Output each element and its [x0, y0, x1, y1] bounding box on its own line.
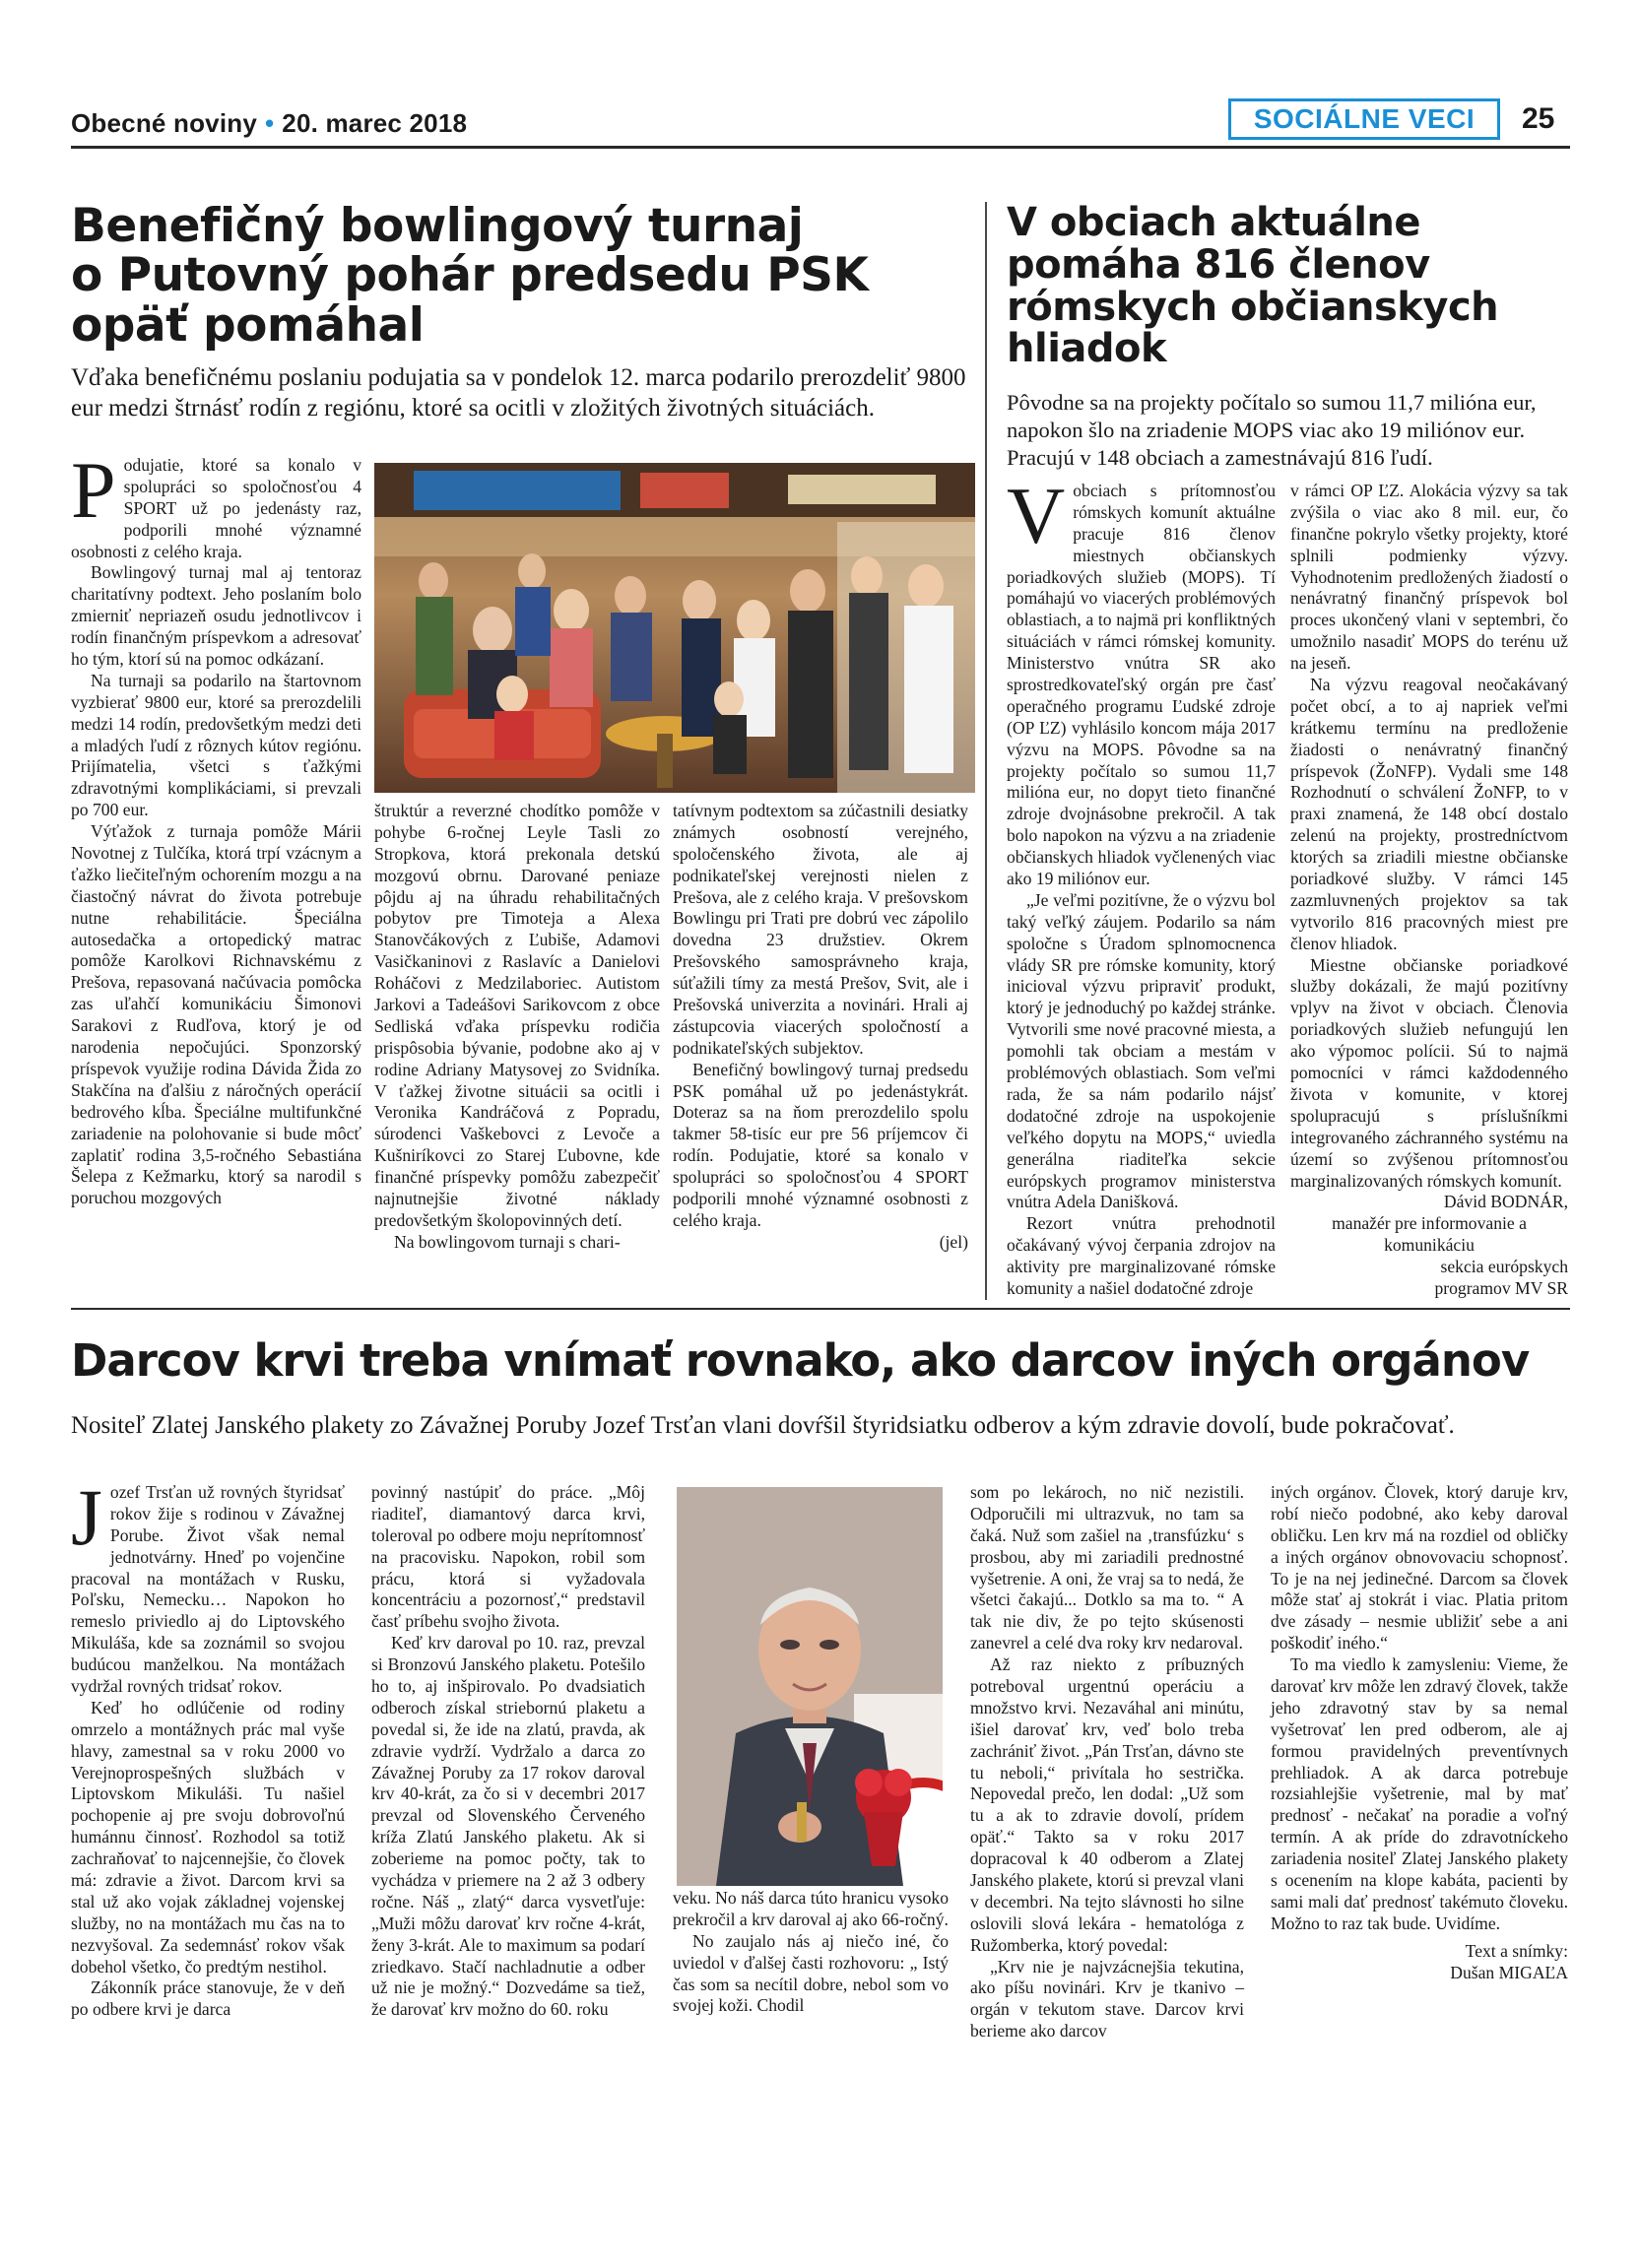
article3-column-4: som po lekároch, no nič nezistili. Odporučili mi ultrazvuk, no tam sa čaká. Nuž som zašiel na ‚transfúzku‘ s prosbou, aby mi zariadili prednostné vyšetrenie. A oni, že vraj sa to nedá, že všetci čakajú... Dotklo sa ma to. “ A tak nie div, že po tejto skúsenosti zanevrel a celé dva roky krv nedaroval. Až raz niekto z príbuzných potreboval urgentnú operáciu a množstvo krvi. Nezaváhal ani minútu, išiel darovať krv, veď bolo treba zachrániť život. „Pán Trsťan, dávno ste tu neboli,“ privítala ho sestrička. Nepovedal prečo, len dodal: „Už som tu a ak to zdravie dovolí, prídem opäť.“ Takto sa v roku 2017 dopracoval k 40 odberom a Zlatej Janského plakete, ktorú si prevzal vlani v decembri. Na tejto slávnosti ho silne oslovili slová lekára - hematológa z Ružomberka, ktorý povedal: „Krv nie je najvzácnejšia tekutina, ako píšu novinári. Krv je tkanivo – orgán v tekutom stave. Darcov krvi berieme ako darcov [970, 1482, 1244, 2041]
article3-headline: Darcov krvi treba vnímať rovnako, ako darcov iných orgánov [71, 1334, 1530, 1387]
article-separator [71, 1308, 1570, 1310]
article3-column-3: veku. No náš darca túto hranicu vysoko prekročil a krv daroval aj ako 66-ročný. No zaujalo nás aj niečo iné, čo uviedol v ďalšej časti rozhovoru: „ Istý čas som sa necítil dobre, nebol som vo svojej koži. Chodil [673, 1888, 949, 2016]
donor-portrait-image [677, 1487, 943, 1886]
issue-date: 20. marec 2018 [282, 108, 468, 138]
separator-dot: • [264, 108, 275, 138]
article1-column-2: štruktúr a reverzné chodítko pomôže v pohybe 6-ročnej Leyle Tasli zo Stropkova, ktorá prekonala detskú mozgovú obrnu. Darované peniaze pôjdu aj na úhradu rehabilitačných pobytov pre Timoteja a Alexa Stanovčákových z Ľubiše, Adamovi Vasičkaninovi z Raslavíc a Danielovi Roháčovi z Medzilaboriec. Autistom Jarkovi a Tadeášovi Sarikovcom z obce Sedliská vďaka príspevku rodičia prispôsobia bývanie, podobne ako aj v rodine Adriany Matysovej zo Svidníka. V ťažkej životne situácii sa ocitli i Veronika Kandráčová z Popradu, súrodenci Vaškebovci z Levoče a Kušniríkovci zo Starej Ľubovne, kde finančné príspevky pomôžu zabezpečiť najnutnejšie životné náklady predovšetkým školopovinných detí. Na bowlingovom turnaji s chari- [374, 801, 660, 1252]
article2-headline: V obciach aktuálne pomáha 816 členov rómskych občianskych hliadok [1007, 200, 1499, 372]
article3-column-5: iných orgánov. Človek, ktorý daruje krv, robí niečo podobné, ako keby daroval obličku. Len krv má na rozdiel od obličky a iných orgánov obnovovaciu schopnosť. To je na nej jedinečné. Darcom sa človek môže stať aj stokrát i viac. Platia pritom dve zásady – nesmie ubližiť sebe a ani poškodiť iného.“ To ma viedlo k zamysleniu: Vieme, že darovať krv môže len zdravý človek, takže jeho zdravotný stav by sa nemal vyšetrovať len pred odberom, ale aj formou pravidelných preventívnych prehliadok. A ak darca potrebuje rozsiahlejšie vyšetrenie, mal by mať prednosť - nečakať na poradie a voľný termín. A ak príde do zdravotníckeho zariadenia nositeľ Zlatej Janského plakety s ocenením na klope kabáta, pacienti by sami mali dať prednosť takémuto človeku. Možno to raz tak bude. Uvidíme. Text a snímky: Dušan MIGAĽA [1271, 1482, 1568, 1982]
drop-cap: P [71, 445, 116, 535]
article2-signature: Dávid BODNÁR, manažér pre informovanie a komunikáciu sekcia európskych programov MV SR [1332, 1192, 1568, 1298]
drop-cap: V [1007, 471, 1066, 560]
blood-donor-photo [677, 1487, 943, 1886]
publication-name: Obecné noviny [71, 108, 257, 138]
article3-column-2: povinný nastúpiť do práce. „Môj riaditeľ, diamantový darca krvi, toleroval po odbere moju neprítomnosť na pracovisku. Napokon, robil som prácu, ktorá si vyžadovala koncentráciu a pozornosť,“ predstavil časť príbehu svojho života. Keď krv daroval po 10. raz, prevzal si Bronzovú Janského plaketu. Potešilo ho to, aj inšpirovalo. Po dvadsiatich odberoch získal striebornú plaketu a povedal si, že ide na zlatú, pravda, ak zdravie vydrží. Vydržalo a darca zo Závažnej Poruby za 17 rokov daroval krv 40-krát, za čo si v decembri 2017 prevzal od Slovenského Červeného kríža Zlatú Janského plaketu. Ak si zoberieme na pomoc počty, tak to vychádza v priemere na 2 až 3 odbery ročne. Náš „ zlatý“ darca vysvetľuje: „Muži môžu darovať krv ročne 4-krát, ženy 3-krát. Ale to maximum sa podarí zriedkavo. Stačí nachladnutie a odber už nie je možný.“ Dozvedáme sa tiež, že darovať krv možno do 60. roku [371, 1482, 645, 2020]
photo-credit-author: Dušan MIGAĽA [1450, 1962, 1568, 1982]
article1-column-1: Podujatie, ktoré sa konalo v spolupráci so spoločnosťou 4 SPORT už po jedenásty raz, podporili mnohé významné osobnosti z celého kraja. Bowlingový turnaj mal aj tentoraz charitatívny podtext. Jeho poslaním bolo zmierniť nepriazeň osudu jednotlivcov i rodín finančným príspevkom a adresovať ho tým, ktorí sú na pomoc odkázaní. Na turnaji sa podarilo na štartovnom vyzbierať 9800 eur, ktoré sa prerozdelili medzi 14 rodín, predovšetkým medzi deti a mladých ľudí z rôznych kútov regiónu. Prijímatelia, všetci s ťažkými zdravotnými komplikáciami, si prevzali po 700 eur. Výťažok z turnaja pomôže Márii Novotnej z Tulčíka, ktorá trpí vzácnym a ťažko liečiteľným ochorením mozgu a na čiastočný návrat do života potrebuje nutne rehabilitácie. Špeciálna autosedačka a ortopedický matrac pomôže Karolkovi Richnavskému z Prešova, repasovaná načúvacia pomôcka zas uľahčí komunikáciu Šimonovi Sarakovi z Rudľova, ktorý je od narodenia nepočujúci. Sponzorský príspevok využije rodina Dávida Žida zo Stakčína na ďalšiu z náročných operácií bedrového kĺba. Špeciálne multifunkčné zariadenie na polohovanie si bude môcť zaplatiť rodina 3,5-ročného Sebastiána Šelepa z Kežmarku, ktorý sa narodil s poruchou mozgových [71, 445, 361, 1208]
article3-lead: Nositeľ Zlatej Janského plakety zo Závažnej Poruby Jozef Trsťan vlani dovŕšil štyridsiatku odberov a kým zdravie dovolí, bude pokračovať. [71, 1412, 1455, 1439]
photo-credit-label: Text a snímky: [1465, 1940, 1568, 1961]
article1-headline: Benefičný bowlingový turnaj o Putovný pohár predsedu PSK opäť pomáhal [71, 199, 869, 353]
article2-column-1: Vobciach s prítomnosťou rómskych komunít aktuálne pracuje 816 členov miestnych občianskych poriadkových služieb (MOPS). Tí pomáhajú vo viacerých problémových oblastiach, a to najmä pri konfliktných situáciách v rámci rómskej komunity. Ministerstvo vnútra SR ako sprostredkovateľský orgán pre časť operačného programu Ľudské zdroje (OP ĽZ) vyhlásilo koncom mája 2017 výzvu na MOPS. Pôvodne sa na projekty počítalo so sumou 11,7 milióna eur, no dopyt tieto finančné zdroje dvojnásobne prekročil. A tak bolo napokon na výzvu a na zriadenie občianskych hliadok vyčlenených viac ako 19 miliónov eur. „Je veľmi pozitívne, že o výzvu bol taký veľký záujem. Podarilo sa nám spoločne s Úradom splnomocnenca vlády SR pre rómske komunity, ktorý inicioval výzvu pripraviť produkt, ktorý je jednoduchý po každej stránke. Vytvorili sme nové pracovné miesta, a pomohli tak obciam a mestám v problémových oblastiach. Som veľmi rada, že sa nám podarilo nájsť dodatočné zdroje na uspokojenie veľkého dopytu na MOPS,“ uviedla generálna riaditeľka sekcie európskych programov ministerstva vnútra Adela Danišková. Rezort vnútra prehodnotil očakávaný vývoj čerpania zdrojov na aktivity pre marginalizované rómske komunity a našiel dodatočné zdroje [1007, 471, 1276, 1298]
article1-lead: Vďaka benefičnému poslaniu podujatia sa v pondelok 12. marca podarilo prerozdeliť 9800 eur medzi štrnásť rodín z regiónu, ktoré sa ocitli v zložitých životných situáciách. [71, 364, 966, 421]
drop-cap: J [71, 1472, 102, 1562]
section-label: SOCIÁLNE VECI [1228, 98, 1500, 140]
article2-column-2: v rámci OP ĽZ. Alokácia výzvy sa tak zvýšila o viac ako 8 mil. eur, čo finančne pokrylo všetky projekty, ktoré splnili podmienky výzvy. Vyhodnotenim predložených žiadostí o nenávratný finančný príspevok bol proces ukončený vlani v septembri, čo umožnilo nasadiť MOPS do terénu už na jeseň. Na výzvu reagoval neočakávaný počet obcí, a to aj napriek veľmi krátkemu termínu na predloženie žiadosti o nenávratný finančný príspevok (ŽoNFP). Vydali sme 148 Rozhodnutí o schválení ŽoNFP, to v praxi znamená, že 148 obcí dostalo zelenú na projekty, prostredníctvom ktorých sa zriadili miestne občianske poriadkové služby. V rámci 145 zazmluvnených projektov sa tak vytvorilo 816 pracovných miest pre členov hliadok. Miestne občianske poriadkové služby dokázali, že majú pozitívny vplyv na život v obciach. Členovia poriadkových služieb nefungujú len ako výpomoc polícii. Sú to najmä pomocníci v rámci každodenného života v komunite, v ktorej spolupracujú s príslušníkmi integrovaného záchranného systému na území so zvýšenou prítomnosťou marginalizovaných rómskych komunít. Dávid BODNÁR, manažér pre informovanie a komunikáciu sekcia európskych programov MV SR [1290, 481, 1568, 1298]
article1-column-3: tatívnym podtextom sa zúčastnili desiatky známych osobností verejného, spoločenského života, ale aj podnikateľskej verejnosti nielen z Prešova, ale z celého kraja. V prešovskom Bowlingu pri Trati pre dobrú vec zápolilo dovedna 23 družstiev. Okrem Prešovského samosprávneho kraja, súťažili tímy za mestá Prešov, Svit, ale i Prešovská univerzita a novinári. Hrali aj zástupcovia viacerých spoločností a podnikateľských subjektov. Benefičný bowlingový turnaj predsedu PSK pomáhal už po jedenástykrát. Doteraz sa na ňom prerozdelilo spolu takmer 58-tisíc eur pre 56 príjemcov či rodín. Podujatie, ktoré sa konalo v spolupráci so spoločnosťou 4 SPORT podporili mnohé významné osobnosti z celého kraja. (jel) [673, 801, 968, 1252]
bowling-crowd-image [374, 463, 975, 793]
article2-lead: Pôvodne sa na projekty počítalo so sumou 11,7 milióna eur, napokon šlo na zriadenie MOPS viac ako 19 miliónov eur. Pracujú v 148 obciach a zamestnávajú 816 ľudí. [1007, 390, 1537, 470]
article3-column-1: Jozef Trsťan už rovných štyridsať rokov žije s rodinou v Závažnej Porube. Život však nemal jednotvárny. Hneď po vojenčine pracoval na montážach v Rusku, Poľsku, Nemecku… Napokon ho remeslo priviedlo aj do Liptovského Mikuláša, kde sa zoznámil so svojou budúcou manželkou. Na montážach vydržal rovných tridsať rokov. Keď ho odlúčenie od rodiny omrzelo a montážnych prác mal vyše hlavy, zamestnal sa v roku 2000 vo Verejnoprospešných službách v Liptovskom Mikuláši. Tu našiel pochopenie aj pre svoju dobrovoľnú humánnu činnosť. Rozhodol sa totiž zachraňovať to najcennejšie, čo človek má: zdravie a život. Darcom krvi sa stal už ako vojak základnej vojenskej služby, no na montážach mu čas na to nezvyšoval. Za sedemnásť rokov však dobehol všetko, čo predtým nestihol. Zákonník práce stanovuje, že v deň po odbere krvi je darca [71, 1472, 345, 2020]
masthead [71, 108, 467, 139]
header-rule [71, 146, 1570, 149]
page-number: 25 [1522, 102, 1555, 135]
bowling-event-photo [374, 463, 975, 793]
article1-signature: (jel) [939, 1231, 968, 1252]
